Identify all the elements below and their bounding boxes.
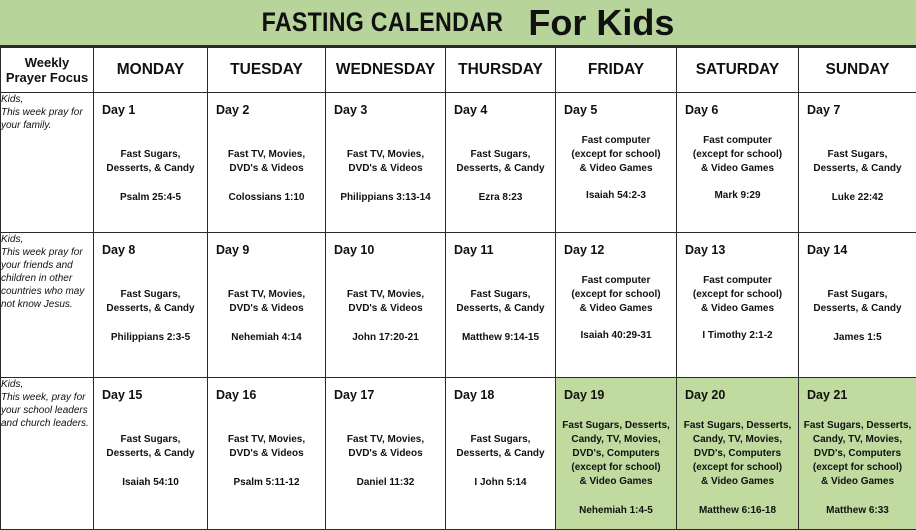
day-cell	[94, 233, 208, 378]
scripture-reference: Nehemiah 1:4-5	[559, 504, 673, 516]
fast-description: Fast Sugars, Desserts, & Candy	[449, 287, 553, 315]
day-cell	[326, 378, 446, 530]
day-number: Day 11	[454, 243, 494, 257]
day-number: Day 1	[102, 103, 135, 117]
scripture-reference: Isaiah 40:29-31	[559, 329, 673, 341]
header-sunday: SUNDAY	[799, 48, 916, 93]
fast-description: Fast Sugars, Desserts, Candy, TV, Movies, DVD's, Computers (except for school) & Video Games	[680, 418, 795, 488]
day-cell	[208, 378, 326, 530]
scripture-reference: Daniel 11:32	[329, 476, 442, 488]
day-number: Day 4	[454, 103, 487, 117]
scripture-reference: Psalm 5:11-12	[211, 476, 322, 488]
day-number: Day 3	[334, 103, 367, 117]
scripture-reference: Mark 9:29	[680, 189, 795, 201]
day-cell	[208, 233, 326, 378]
fast-description: Fast Sugars, Desserts, & Candy	[449, 147, 553, 175]
scripture-reference: Philippians 3:13-14	[329, 191, 442, 203]
scripture-reference: Matthew 9:14-15	[449, 331, 553, 343]
fast-description: Fast Sugars, Desserts, & Candy	[802, 287, 913, 315]
day-cell	[446, 378, 556, 530]
fast-description: Fast TV, Movies, DVD's & Videos	[211, 147, 322, 175]
fast-description: Fast TV, Movies, DVD's & Videos	[329, 287, 442, 315]
day-number: Day 21	[807, 388, 847, 402]
day-cell	[556, 378, 677, 530]
scripture-reference: James 1:5	[802, 331, 913, 343]
fast-description: Fast Sugars, Desserts, & Candy	[802, 147, 913, 175]
day-number: Day 16	[216, 388, 256, 402]
day-number: Day 19	[564, 388, 604, 402]
day-number: Day 10	[334, 243, 374, 257]
fast-description: Fast computer (except for school) & Video Games	[559, 133, 673, 175]
day-cell	[799, 93, 916, 233]
scripture-reference: I John 5:14	[449, 476, 553, 488]
day-cell	[326, 233, 446, 378]
day-number: Day 8	[102, 243, 135, 257]
header-wednesday: WEDNESDAY	[326, 48, 446, 93]
prayer-focus-text: Kids, This week pray for your friends and children in other countries who may not know Jesus.	[1, 234, 84, 310]
fast-description: Fast TV, Movies, DVD's & Videos	[329, 432, 442, 460]
title-sub: For Kids	[528, 2, 674, 44]
day-cell	[799, 378, 916, 530]
day-cell	[556, 93, 677, 233]
day-number: Day 6	[685, 103, 718, 117]
prayer-focus-cell	[1, 378, 94, 530]
day-cell	[677, 233, 799, 378]
day-number: Day 15	[102, 388, 142, 402]
prayer-focus-cell	[1, 93, 94, 233]
day-number: Day 14	[807, 243, 847, 257]
fast-description: Fast TV, Movies, DVD's & Videos	[329, 147, 442, 175]
day-cell	[677, 93, 799, 233]
scripture-reference: Colossians 1:10	[211, 191, 322, 203]
day-number: Day 5	[564, 103, 597, 117]
scripture-reference: Psalm 25:4-5	[97, 191, 204, 203]
fast-description: Fast computer (except for school) & Video Games	[680, 273, 795, 315]
day-cell	[556, 233, 677, 378]
header-friday: FRIDAY	[556, 48, 677, 93]
day-number: Day 20	[685, 388, 725, 402]
scripture-reference: Nehemiah 4:14	[211, 331, 322, 343]
fast-description: Fast Sugars, Desserts, Candy, TV, Movies, DVD's, Computers (except for school) & Video Games	[559, 418, 673, 488]
scripture-reference: Philippians 2:3-5	[97, 331, 204, 343]
day-number: Day 7	[807, 103, 840, 117]
fast-description: Fast computer (except for school) & Video Games	[559, 273, 673, 315]
day-number: Day 13	[685, 243, 725, 257]
prayer-focus-cell	[1, 233, 94, 378]
scripture-reference: I Timothy 2:1-2	[680, 329, 795, 341]
scripture-reference: Isaiah 54:2-3	[559, 189, 673, 201]
scripture-reference: Luke 22:42	[802, 191, 913, 203]
fast-description: Fast Sugars, Desserts, & Candy	[97, 147, 204, 175]
scripture-reference: Matthew 6:33	[802, 504, 913, 516]
fast-description: Fast TV, Movies, DVD's & Videos	[211, 287, 322, 315]
fast-description: Fast Sugars, Desserts, Candy, TV, Movies, DVD's, Computers (except for school) & Video Games	[802, 418, 913, 488]
day-cell	[94, 378, 208, 530]
day-cell	[446, 233, 556, 378]
fast-description: Fast Sugars, Desserts, & Candy	[97, 287, 204, 315]
header-monday: MONDAY	[94, 48, 208, 93]
title-bar	[0, 0, 916, 47]
week-row-3	[1, 378, 916, 530]
header-saturday: SATURDAY	[677, 48, 799, 93]
fast-description: Fast Sugars, Desserts, & Candy	[449, 432, 553, 460]
day-cell	[446, 93, 556, 233]
fast-description: Fast TV, Movies, DVD's & Videos	[211, 432, 322, 460]
day-cell	[208, 93, 326, 233]
scripture-reference: Ezra 8:23	[449, 191, 553, 203]
week-row-1	[1, 93, 916, 233]
header-thursday: THURSDAY	[446, 48, 556, 93]
header-tuesday: TUESDAY	[208, 48, 326, 93]
scripture-reference: John 17:20-21	[329, 331, 442, 343]
day-cell	[799, 233, 916, 378]
fast-description: Fast computer (except for school) & Video Games	[680, 133, 795, 175]
prayer-focus-text: Kids, This week pray for your family.	[1, 94, 83, 131]
fast-description: Fast Sugars, Desserts, & Candy	[97, 432, 204, 460]
week-row-2	[1, 233, 916, 378]
day-number: Day 12	[564, 243, 604, 257]
day-number: Day 2	[216, 103, 249, 117]
title-main: FASTING CALENDAR	[261, 7, 502, 38]
day-number: Day 18	[454, 388, 494, 402]
day-cell	[94, 93, 208, 233]
scripture-reference: Isaiah 54:10	[97, 476, 204, 488]
fasting-calendar-table	[0, 47, 916, 530]
day-cell	[677, 378, 799, 530]
header-prayer-focus: Weekly Prayer Focus	[1, 48, 94, 93]
scripture-reference: Matthew 6:16-18	[680, 504, 795, 516]
day-cell	[326, 93, 446, 233]
day-number: Day 9	[216, 243, 249, 257]
day-number: Day 17	[334, 388, 374, 402]
prayer-focus-text: Kids, This week, pray for your school leaders and church leaders.	[1, 379, 89, 429]
